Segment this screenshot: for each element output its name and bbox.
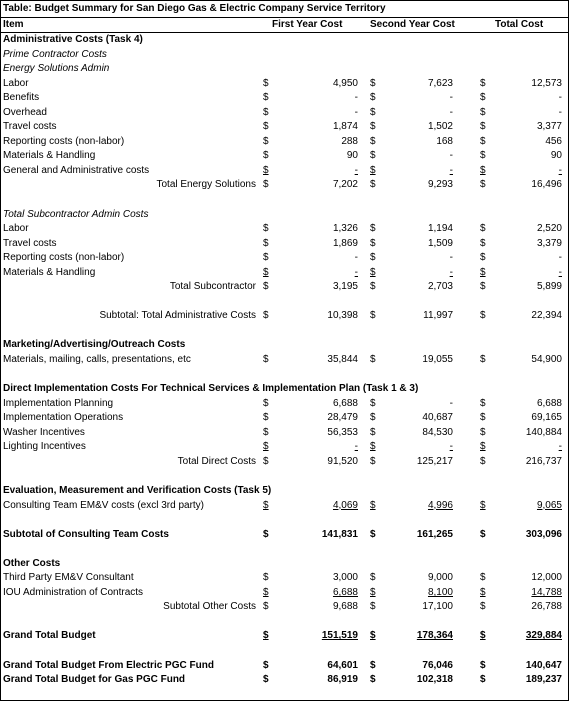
table-row [1,499,568,514]
currency-symbol: $ [263,266,269,278]
currency-symbol: $ [263,674,269,686]
currency-symbol: $ [480,572,486,584]
currency-symbol: $ [263,659,269,671]
first-year-value: - [354,164,358,176]
table-row [1,266,568,281]
row-label: Implementation Planning [3,397,114,409]
total-value: 90 [550,150,562,162]
table-row [1,338,568,353]
table-row [1,382,568,397]
table-row [1,659,568,674]
total-value: - [558,441,562,453]
table-row [1,208,568,223]
second-year-value: - [449,106,453,118]
first-year-value: 64,601 [327,659,358,671]
currency-symbol: $ [263,77,269,89]
currency-symbol: $ [263,252,269,264]
currency-symbol: $ [370,266,376,278]
total-value: 5,899 [536,281,562,293]
currency-symbol: $ [263,601,269,613]
row-label: Subtotal: Total Administrative Costs [99,310,256,322]
currency-symbol: $ [370,135,376,147]
table-row [1,426,568,441]
first-year-value: 7,202 [332,179,358,191]
currency-symbol: $ [480,397,486,409]
first-year-value: - [354,252,358,264]
row-label: Third Party EM&V Consultant [3,572,134,584]
currency-symbol: $ [370,397,376,409]
currency-symbol: $ [370,164,376,176]
first-year-value: 86,919 [327,674,358,686]
first-year-value: 141,831 [321,528,358,540]
second-year-value: - [449,252,453,264]
second-year-value: 1,502 [427,121,453,133]
second-year-value: 9,000 [427,572,453,584]
second-year-value: - [449,150,453,162]
col-header-total: Total Cost [495,19,544,30]
second-year-value: - [449,397,453,409]
currency-symbol: $ [370,92,376,104]
row-label: Consulting Team EM&V costs (excl 3rd party) [3,499,205,511]
table-row [1,586,568,601]
second-year-value: 76,046 [422,659,453,671]
table-row [1,193,568,208]
currency-symbol: $ [370,223,376,235]
table-row [1,120,568,135]
second-year-value: 1,509 [427,237,453,249]
currency-symbol: $ [370,77,376,89]
total-value: 216,737 [525,455,562,467]
currency-symbol: $ [480,266,486,278]
currency-symbol: $ [480,121,486,133]
first-year-value: - [354,106,358,118]
currency-symbol: $ [480,630,486,642]
currency-symbol: $ [263,92,269,104]
table-row [1,615,568,630]
table-row [1,629,568,644]
row-label: Travel costs [3,237,57,249]
currency-symbol: $ [263,106,269,118]
currency-symbol: $ [480,223,486,235]
total-value: 140,884 [525,426,562,438]
currency-symbol: $ [370,572,376,584]
first-year-value: - [354,441,358,453]
total-value: - [558,252,562,264]
currency-symbol: $ [480,77,486,89]
currency-symbol: $ [480,135,486,147]
second-year-value: 168 [436,135,453,147]
currency-symbol: $ [480,499,486,511]
total-value: 456 [545,135,562,147]
first-year-value: 56,353 [327,426,358,438]
row-label: Subtotal of Consulting Team Costs [3,528,169,540]
currency-symbol: $ [263,223,269,235]
table-row [1,135,568,150]
first-year-value: 6,688 [332,586,358,598]
second-year-value: 8,100 [427,586,453,598]
table-row [1,222,568,237]
currency-symbol: $ [480,237,486,249]
total-value: 14,788 [531,586,562,598]
total-value: 6,688 [536,397,562,409]
table-row [1,469,568,484]
currency-symbol: $ [263,397,269,409]
currency-symbol: $ [480,674,486,686]
row-label: Direct Implementation Costs For Technical Services & Implementation Plan (Task 1 & 3) [3,383,419,395]
row-label: Materials & Handling [3,266,96,278]
row-label: Total Direct Costs [177,455,256,467]
second-year-value: - [449,266,453,278]
row-label: Washer Incentives [3,426,85,438]
table-body [1,33,568,688]
currency-symbol: $ [263,572,269,584]
currency-symbol: $ [480,252,486,264]
table-row [1,571,568,586]
currency-symbol: $ [263,412,269,424]
row-label: Subtotal Other Costs [163,601,256,613]
currency-symbol: $ [480,281,486,293]
second-year-value: 84,530 [422,426,453,438]
table-row [1,106,568,121]
table-row [1,48,568,63]
second-year-value: 1,194 [427,223,453,235]
currency-symbol: $ [263,135,269,147]
col-header-first-year: First Year Cost [272,19,343,30]
column-headers [1,19,568,33]
currency-symbol: $ [480,659,486,671]
currency-symbol: $ [370,281,376,293]
row-label: Grand Total Budget [3,630,96,642]
second-year-value: 9,293 [427,179,453,191]
first-year-value: 35,844 [327,354,358,366]
currency-symbol: $ [480,426,486,438]
table-row [1,455,568,470]
currency-symbol: $ [263,354,269,366]
first-year-value: 151,519 [321,630,358,642]
currency-symbol: $ [370,179,376,191]
total-value: 22,394 [531,310,562,322]
second-year-value: 40,687 [422,412,453,424]
table-row [1,557,568,572]
total-value: 2,520 [536,223,562,235]
total-value: 12,000 [531,572,562,584]
first-year-value: 3,000 [332,572,358,584]
table-row [1,280,568,295]
total-value: 26,788 [531,601,562,613]
row-label: Benefits [3,92,40,104]
currency-symbol: $ [263,630,269,642]
total-value: - [558,92,562,104]
total-value: 303,096 [525,528,562,540]
currency-symbol: $ [370,601,376,613]
table-row [1,91,568,106]
total-value: 329,884 [525,630,562,642]
currency-symbol: $ [370,674,376,686]
currency-symbol: $ [480,412,486,424]
total-value: 140,647 [525,659,562,671]
row-label: Labor [3,223,29,235]
second-year-value: 161,265 [416,528,453,540]
second-year-value: 19,055 [422,354,453,366]
row-label: Total Subcontractor Admin Costs [3,208,149,220]
table-row [1,33,568,48]
currency-symbol: $ [263,164,269,176]
table-row [1,397,568,412]
row-label: Evaluation, Measurement and Verification Costs (Task 5) [3,484,272,496]
row-label: Grand Total Budget From Electric PGC Fund [3,659,214,671]
first-year-value: 1,869 [332,237,358,249]
total-value: 189,237 [525,674,562,686]
currency-symbol: $ [480,354,486,366]
row-label: Reporting costs (non-labor) [3,252,125,264]
table-row [1,324,568,339]
second-year-value: 4,996 [427,499,453,511]
second-year-value: - [449,441,453,453]
currency-symbol: $ [370,354,376,366]
first-year-value: 91,520 [327,455,358,467]
table-row [1,77,568,92]
row-label: Overhead [3,106,47,118]
total-value: 3,377 [536,121,562,133]
currency-symbol: $ [263,586,269,598]
row-label: Materials, mailing, calls, presentations, etc [3,354,191,366]
total-value: 69,165 [531,412,562,424]
currency-symbol: $ [480,528,486,540]
currency-symbol: $ [370,121,376,133]
currency-symbol: $ [480,601,486,613]
row-label: Administrative Costs (Task 4) [3,34,143,45]
currency-symbol: $ [480,179,486,191]
first-year-value: 9,688 [332,601,358,613]
currency-symbol: $ [263,179,269,191]
row-label: Lighting Incentives [3,441,86,453]
table-row [1,528,568,543]
currency-symbol: $ [263,310,269,322]
currency-symbol: $ [370,252,376,264]
row-label: Reporting costs (non-labor) [3,135,125,147]
first-year-value: - [354,92,358,104]
second-year-value: 2,703 [427,281,453,293]
total-value: 12,573 [531,77,562,89]
first-year-value: 1,326 [332,223,358,235]
second-year-value: 125,217 [416,455,453,467]
currency-symbol: $ [480,455,486,467]
currency-symbol: $ [370,455,376,467]
currency-symbol: $ [370,237,376,249]
currency-symbol: $ [480,586,486,598]
table-title: Table: Budget Summary for San Diego Gas & Electric Company Service Territory [3,3,386,14]
second-year-value: - [449,164,453,176]
second-year-value: 102,318 [416,674,453,686]
row-label: Total Subcontractor [169,281,256,293]
row-label: Prime Contractor Costs [3,48,107,60]
table-row [1,513,568,528]
table-row [1,164,568,179]
table-row [1,353,568,368]
table-row [1,644,568,659]
total-value: 16,496 [531,179,562,191]
row-label: Other Costs [3,557,61,569]
row-label: General and Administrative costs [3,164,150,176]
total-value: - [558,164,562,176]
table-row [1,368,568,383]
currency-symbol: $ [480,92,486,104]
table-row [1,178,568,193]
table-row [1,600,568,615]
row-label: Energy Solutions Admin [3,63,110,75]
second-year-value: 178,364 [416,630,453,642]
first-year-value: - [354,266,358,278]
currency-symbol: $ [370,528,376,540]
table-row [1,673,568,688]
total-value: - [558,266,562,278]
table-row [1,309,568,324]
row-label: Implementation Operations [3,412,124,424]
currency-symbol: $ [480,106,486,118]
row-label: Total Energy Solutions [156,179,256,191]
second-year-value: 11,997 [423,310,453,322]
currency-symbol: $ [263,281,269,293]
table-row [1,62,568,77]
header-divider [1,17,568,18]
table-row [1,251,568,266]
second-year-value: 7,623 [427,77,453,89]
table-row [1,440,568,455]
currency-symbol: $ [370,310,376,322]
first-year-value: 10,398 [327,310,358,322]
total-value: 54,900 [531,354,562,366]
table-row [1,149,568,164]
currency-symbol: $ [370,426,376,438]
first-year-value: 6,688 [332,397,358,409]
currency-symbol: $ [370,150,376,162]
currency-symbol: $ [370,659,376,671]
currency-symbol: $ [263,426,269,438]
currency-symbol: $ [370,412,376,424]
currency-symbol: $ [263,528,269,540]
table-row [1,237,568,252]
currency-symbol: $ [263,150,269,162]
currency-symbol: $ [263,441,269,453]
table-row [1,484,568,499]
row-label: Travel costs [3,121,57,133]
table-row [1,411,568,426]
currency-symbol: $ [370,630,376,642]
total-value: 3,379 [536,237,562,249]
table-row [1,542,568,557]
row-label: IOU Administration of Contracts [3,586,144,598]
first-year-value: 1,874 [332,121,358,133]
table-row [1,295,568,310]
total-value: - [558,106,562,118]
first-year-value: 3,195 [332,281,358,293]
second-year-value: - [449,92,453,104]
currency-symbol: $ [370,586,376,598]
second-year-value: 17,100 [422,601,453,613]
currency-symbol: $ [480,441,486,453]
currency-symbol: $ [480,310,486,322]
row-label: Materials & Handling [3,150,96,162]
col-header-second-year: Second Year Cost [370,19,455,30]
currency-symbol: $ [263,121,269,133]
currency-symbol: $ [480,150,486,162]
currency-symbol: $ [370,441,376,453]
currency-symbol: $ [370,499,376,511]
row-label: Labor [3,77,29,89]
currency-symbol: $ [263,237,269,249]
total-value: 9,065 [536,499,562,511]
row-label: Grand Total Budget for Gas PGC Fund [3,674,186,686]
currency-symbol: $ [263,455,269,467]
first-year-value: 4,950 [332,77,358,89]
row-label: Marketing/Advertising/Outreach Costs [3,339,186,351]
first-year-value: 288 [341,135,358,147]
first-year-value: 28,479 [327,412,358,424]
col-header-item: Item [3,19,24,30]
first-year-value: 90 [346,150,358,162]
first-year-value: 4,069 [332,499,358,511]
currency-symbol: $ [480,164,486,176]
currency-symbol: $ [370,106,376,118]
currency-symbol: $ [263,499,269,511]
